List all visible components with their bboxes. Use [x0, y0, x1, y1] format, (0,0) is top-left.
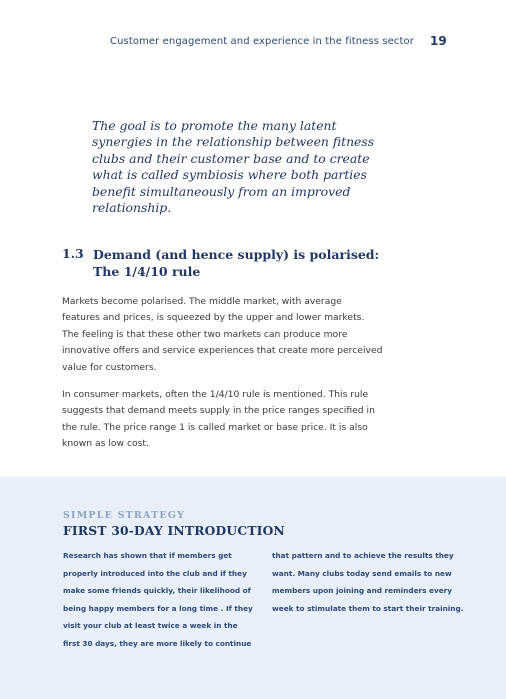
panel-text-line: week to stimulate them to start their training.: [272, 603, 464, 613]
section-heading: [93, 246, 393, 280]
paragraph-line: value for customers.: [62, 361, 157, 373]
quote-line: The goal is to promote the many latent: [92, 118, 337, 133]
page-number: 19: [430, 34, 447, 48]
panel-text-line: Research has shown that if members get: [63, 551, 232, 560]
paragraph-line: Markets become polarised. The middle market, with average: [62, 296, 342, 307]
panel-text-line: first 30 days, they are more likely to continue: [63, 638, 252, 648]
quote-line: benefit simultaneously from an improved: [92, 183, 351, 199]
panel-title: FIRST 30-DAY INTRODUCTION: [63, 523, 285, 538]
panel-column-right: [272, 547, 472, 617]
pull-quote: [92, 118, 392, 216]
panel-text-line: that pattern and to achieve the results they: [272, 551, 454, 560]
panel-text-line: make some friends quickly, their likelihood of: [63, 586, 251, 595]
paragraph-line: suggests that demand meets supply in the price ranges specified in: [62, 405, 375, 417]
panel-text-line: visit your club at least twice a week in the: [63, 621, 238, 630]
paragraph-line: innovative offers and service experiences that create more perceived: [62, 345, 383, 357]
running-header: Customer engagement and experience in the fitness sector: [110, 36, 414, 47]
section-heading-line: Demand (and hence supply) is polarised:: [93, 247, 380, 262]
panel-kicker: SIMPLE STRATEGY: [63, 510, 186, 521]
panel-text-line: properly introduced into the club and if they: [63, 568, 247, 578]
quote-line: what is called symbiosis where both parties: [92, 167, 367, 183]
panel-text-line: members upon joining and reminders every: [272, 586, 453, 595]
section-heading-line: The 1/4/10 rule: [93, 264, 201, 279]
paragraph-line: features and prices, is squeezed by the upper and lower markets.: [62, 312, 365, 324]
body-paragraph: [62, 294, 382, 376]
panel-column-left: [63, 547, 268, 652]
paragraph-line: The feeling is that these other two markets can produce more: [62, 328, 348, 340]
panel-text-line: being happy members for a long time . If they: [63, 603, 253, 613]
quote-line: synergies in the relationship between fitness: [92, 134, 375, 150]
quote-line: clubs and their customer base and to create: [92, 150, 370, 166]
quote-line: relationship.: [92, 200, 172, 216]
body-paragraph: [62, 387, 382, 453]
panel-text-line: want. Many clubs today send emails to new: [272, 568, 452, 578]
section-number: 1.3: [62, 246, 84, 261]
paragraph-line: the rule. The price range 1 is called market or base price. It is also: [62, 421, 368, 433]
paragraph-line: known as low cost.: [62, 438, 149, 450]
paragraph-line: In consumer markets, often the 1/4/10 rule is mentioned. This rule: [62, 389, 369, 400]
